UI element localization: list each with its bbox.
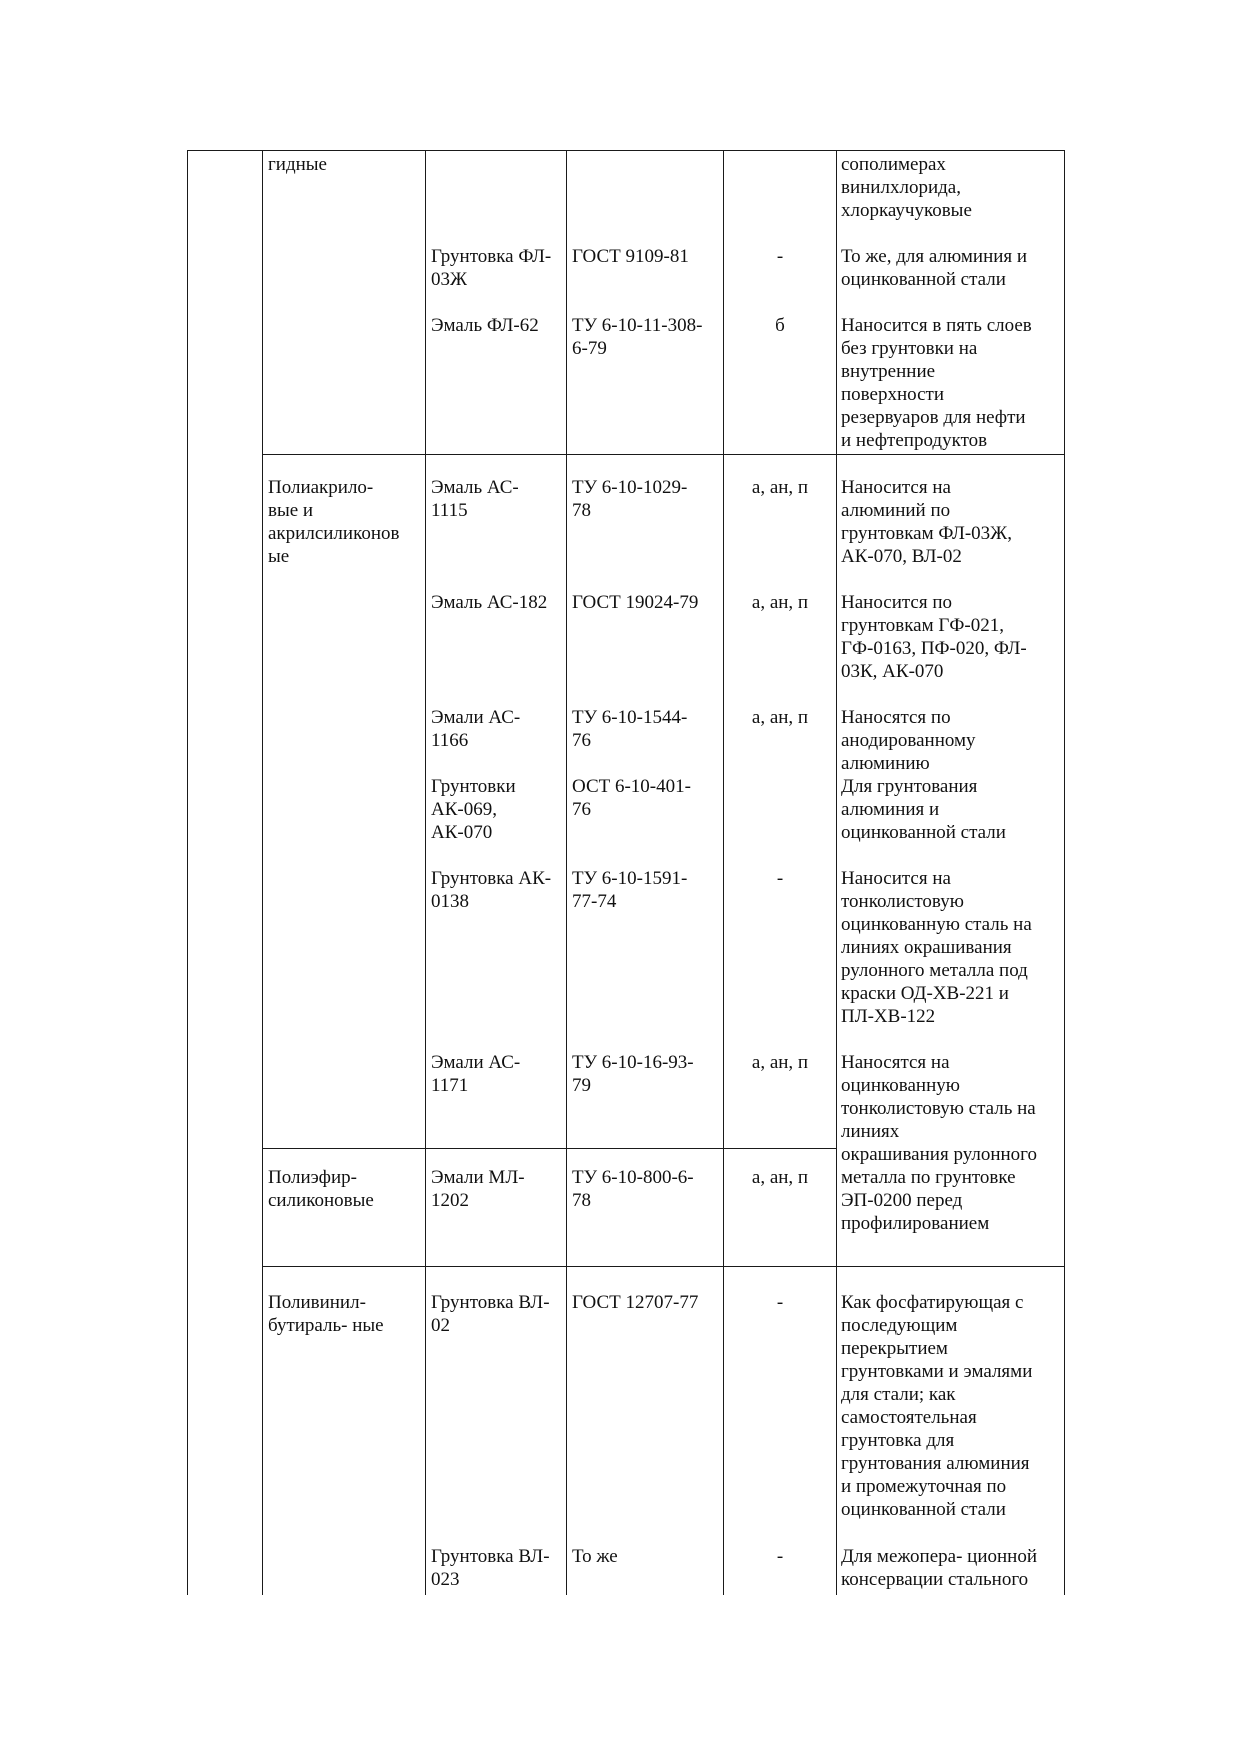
- table-cell-marking: -: [776, 1546, 784, 1567]
- table-cell-group: Полиэфир- силиконовые: [268, 1167, 374, 1211]
- table-cell-notes: Наносятся на оцинкованную тонколистовую сталь на линиях окрашивания рулонного металла по грунтовке ЭП-0200 перед профилированием: [841, 1052, 1037, 1234]
- table-cell-standard: ГОСТ 19024-79: [572, 592, 699, 613]
- column-divider-2: [425, 150, 426, 1595]
- table-cell-material: Эмаль АС- 1115: [431, 477, 519, 521]
- table-cell-marking: б: [775, 315, 785, 336]
- table-cell-notes: Для грунтования алюминия и оцинкованной стали: [841, 776, 1006, 843]
- table-cell-standard: ГОСТ 12707-77: [572, 1292, 699, 1313]
- table-cell-marking: -: [776, 868, 784, 889]
- table-top-border: [187, 150, 1065, 151]
- table-cell-marking: -: [776, 246, 784, 267]
- row-divider-2: [262, 1148, 836, 1149]
- table-cell-material: Грунтовка ВЛ- 02: [431, 1292, 550, 1336]
- table-cell-group: Полиакрило- вые и акрилсиликонов ые: [268, 477, 400, 567]
- table-cell-standard: ТУ 6-10-1591- 77-74: [572, 868, 688, 912]
- table-cell-material: Грунтовки АК-069, АК-070: [431, 776, 516, 843]
- table-cell-standard: ТУ 6-10-800-6- 78: [572, 1167, 694, 1211]
- table-cell-standard: ОСТ 6-10-401- 76: [572, 776, 691, 820]
- table-cell-notes: Наносится на тонколистовую оцинкованную сталь на линиях окрашивания рулонного металла под краски ОД-ХВ-221 и ПЛ-ХВ-122: [841, 868, 1032, 1027]
- table-cell-marking: а, ан, п: [751, 707, 809, 728]
- table-cell-material: Эмали АС- 1166: [431, 707, 521, 751]
- table-cell-notes: Наносятся по анодированному алюминию: [841, 707, 976, 774]
- table-cell-material: Грунтовка АК- 0138: [431, 868, 552, 912]
- table-cell-standard: ГОСТ 9109-81: [572, 246, 689, 267]
- table-cell-group: гидные: [268, 154, 327, 175]
- column-divider-1: [262, 150, 263, 1595]
- table-cell-group: Поливинил- бутираль- ные: [268, 1292, 384, 1336]
- table-cell-marking: а, ан, п: [751, 1052, 809, 1073]
- column-divider-4: [723, 150, 724, 1595]
- column-divider-3: [566, 150, 567, 1595]
- column-divider-5: [836, 150, 837, 1595]
- table-cell-material: Эмали АС- 1171: [431, 1052, 521, 1096]
- table-cell-standard: То же: [572, 1546, 618, 1567]
- row-divider-1: [262, 454, 1065, 455]
- table-cell-marking: -: [776, 1292, 784, 1313]
- table-cell-standard: ТУ 6-10-1544- 76: [572, 707, 688, 751]
- table-cell-material: Грунтовка ВЛ- 023: [431, 1546, 550, 1590]
- table-cell-notes: То же, для алюминия и оцинкованной стали: [841, 246, 1028, 290]
- table-cell-marking: а, ан, п: [751, 1167, 809, 1188]
- table-cell-notes: Для межопера- ционной консервации стального: [841, 1546, 1037, 1590]
- table-cell-notes: Наносится на алюминий по грунтовкам ФЛ-03Ж, АК-070, ВЛ-02: [841, 477, 1012, 567]
- table-cell-material: Эмаль ФЛ-62: [431, 315, 539, 336]
- table-cell-material: Грунтовка ФЛ- 03Ж: [431, 246, 552, 290]
- table-cell-material: Эмаль АС-182: [431, 592, 548, 613]
- table-cell-standard: ТУ 6-10-16-93- 79: [572, 1052, 694, 1096]
- table-cell-notes: Наносится по грунтовкам ГФ-021, ГФ-0163, ПФ-020, ФЛ- 03К, АК-070: [841, 592, 1027, 682]
- table-cell-standard: ТУ 6-10-11-308- 6-79: [572, 315, 703, 359]
- table-cell-standard: ТУ 6-10-1029- 78: [572, 477, 688, 521]
- table-left-border: [187, 150, 188, 1595]
- table-cell-notes: Наносится в пять слоев без грунтовки на внутренние поверхности резервуаров для нефти и нефтепродуктов: [841, 315, 1032, 451]
- table-cell-material: Эмали МЛ- 1202: [431, 1167, 525, 1211]
- table-right-border: [1064, 150, 1065, 1595]
- table-cell-notes: сополимерах винилхлорида, хлоркаучуковые: [841, 154, 972, 221]
- table-cell-marking: а, ан, п: [751, 477, 809, 498]
- table-cell-marking: а, ан, п: [751, 592, 809, 613]
- table-cell-notes: Как фосфатирующая с последующим перекрытием грунтовками и эмалями для стали; как самостоятельная грунтовка для грунтования алюминия и промежуточная по оцинкованной стали: [841, 1292, 1033, 1520]
- row-divider-3: [262, 1266, 1065, 1267]
